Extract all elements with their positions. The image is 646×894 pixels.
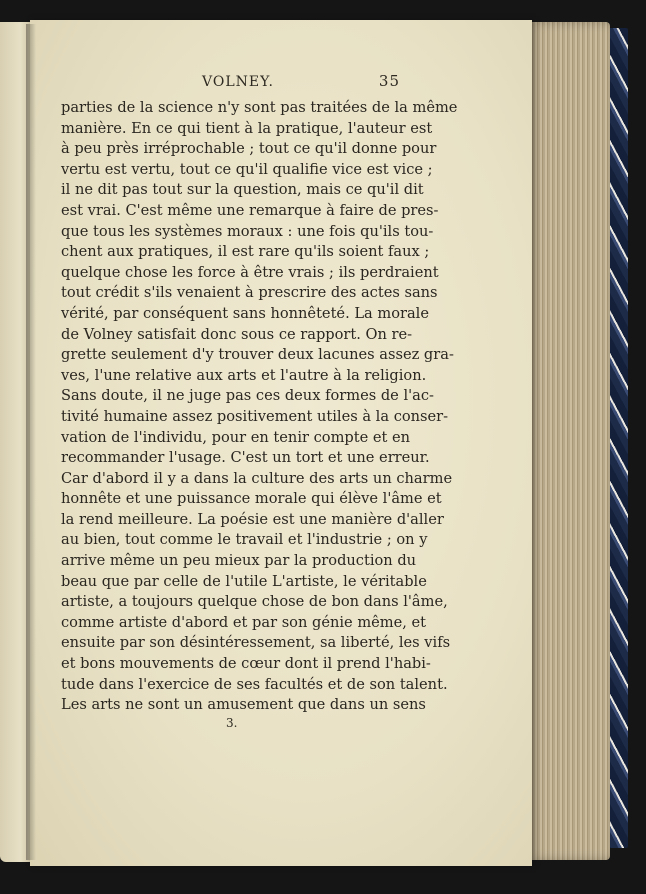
text-line: la rend meilleure. La poésie est une manière d'aller [61,510,444,528]
text-line: arrive même un peu mieux par la production du [61,552,417,570]
text-line: que tous les systèmes moraux : une fois qu'ils tou- [61,222,434,240]
text-line: Sans doute, il ne juge pas ces deux formes de l'ac- [61,387,434,405]
text-line: vation de l'individu, pour en tenir compte et en [61,428,411,446]
page-block-edge [528,22,610,860]
running-title: VOLNEY. [202,74,274,90]
body-text [61,98,458,716]
text-line: parties de la science n'y sont pas traitées de la même [61,99,458,116]
text-line: de Volney satisfait donc sous ce rapport. On re- [61,325,413,343]
text-line: ensuite par son désintéressement, sa liberté, les vifs [61,634,451,652]
text-line: ves, l'une relative aux arts et l'autre à la religion. [61,366,427,384]
text-line: beau que par celle de l'utile L'artiste, le véritable [61,572,427,590]
page-number: 35 [378,72,400,90]
text-line: manière. En ce qui tient à la pratique, l'auteur est [61,119,433,137]
text-line: tivité humaine assez positivement utiles à la conser- [61,407,449,425]
text-line: honnête et une puissance morale qui élève l'âme et [61,490,442,508]
text-line: chent aux pratiques, il est rare qu'ils soient faux ; [61,243,430,261]
text-line: Les arts ne sont un amusement que dans un sens [61,696,426,714]
text-line: quelque chose les force à être vrais ; ils perdraient [61,263,439,281]
text-line: est vrai. C'est même une remarque à faire de pres- [61,201,439,219]
text-line: vérité, par conséquent sans honnêteté. La morale [61,304,429,322]
signature-mark: 3. [226,716,238,730]
gutter-shadow [26,24,36,860]
text-line: comme artiste d'abord et par son génie même, et [61,613,427,631]
text-line: Car d'abord il y a dans la culture des arts un charme [61,469,453,487]
text-line: vertu est vertu, tout ce qu'il qualifie vice est vice ; [61,160,433,178]
text-line: artiste, a toujours quelque chose de bon dans l'âme, [61,593,448,611]
text-line: recommander l'usage. C'est un tort et une erreur. [61,449,430,467]
page-header [60,72,400,94]
text-line: au bien, tout comme le travail et l'industrie ; on y [61,531,428,549]
text-line: grette seulement d'y trouver deux lacunes assez gra- [61,346,454,364]
text-line: tude dans l'exercice de ses facultés et de son talent. [61,675,448,693]
text-line: et bons mouvements de cœur dont il prend l'habi- [61,655,431,673]
text-line: à peu près irréprochable ; tout ce qu'il donne pour [61,140,437,158]
text-line: tout crédit s'ils venaient à prescrire des actes sans [61,284,438,302]
text-line: il ne dit pas tout sur la question, mais ce qu'il dit [61,181,424,199]
